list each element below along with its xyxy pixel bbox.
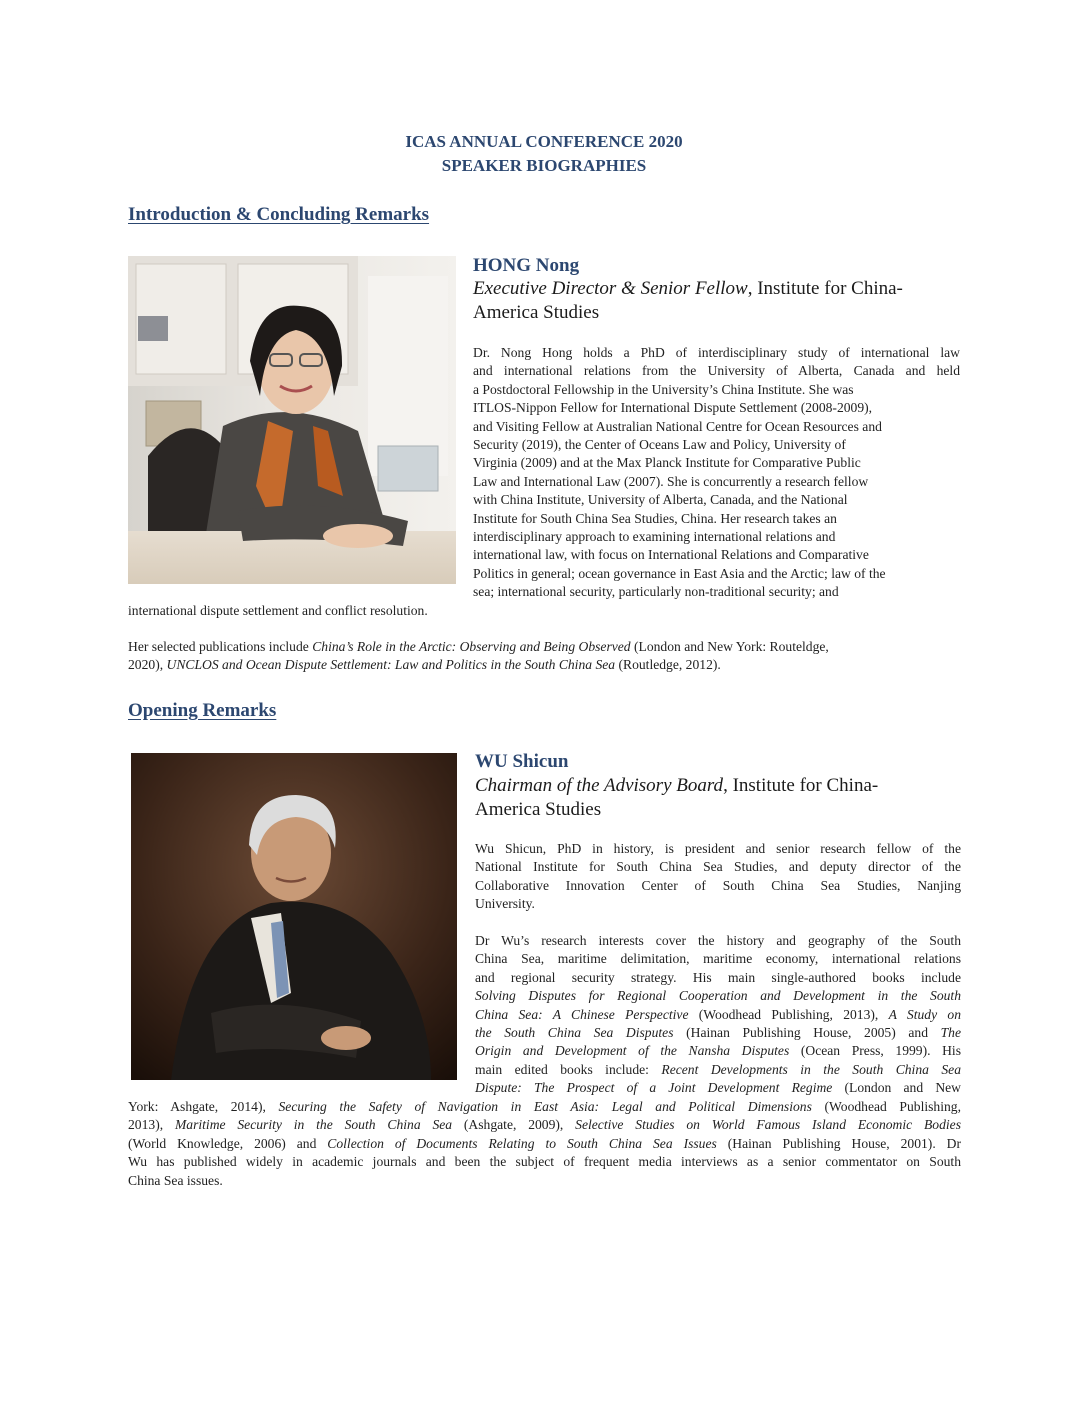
bio-line: Wu Shicun, PhD in history, is president and senior research fellow of the xyxy=(475,841,961,856)
speaker-role-hong-nong xyxy=(473,277,973,325)
book-details: (Ashgate, 2009), xyxy=(452,1117,576,1133)
book-title: Securing the Safety of Navigation in East Asia: Legal and Political Dimensions xyxy=(278,1099,812,1114)
book-title: the South China Sea Disputes xyxy=(475,1025,674,1041)
role-org-cont: America Studies xyxy=(473,302,600,323)
bio-line: China Sea, maritime delimitation, maritime economy, international relations xyxy=(475,951,961,967)
book-details: (Woodhead Publishing, xyxy=(811,1099,961,1114)
section-heading-opening: Opening Remarks xyxy=(128,700,277,721)
bio-line xyxy=(128,1135,961,1153)
role-org: , Institute for China- xyxy=(747,278,903,299)
bio-line: China Sea issues. xyxy=(128,1172,223,1188)
book-title: Maritime Security in the South China Sea xyxy=(174,1117,453,1133)
pub-year: 2020), xyxy=(128,657,167,673)
bio-line: interdisciplinary approach to examining international relations and xyxy=(473,529,836,545)
bio-line: Security (2019), the Center of Oceans Law and Policy, University of xyxy=(473,437,846,453)
text: main edited books include: xyxy=(475,1061,662,1077)
bio-line: with China Institute, University of Alberta, Canada, and the National xyxy=(473,492,848,508)
pub-book-details: (Routledge, 2012). xyxy=(615,657,721,673)
bio-line: Virginia (2009) and at the Max Planck Institute for Comparative Public xyxy=(473,455,861,471)
book-details: (Hainan Publishing House, 2001). Dr xyxy=(716,1135,961,1151)
pub-book-title: China’s Role in the Arctic: Observing and Being Observed xyxy=(312,639,631,654)
bio-line: and Visiting Fellow at Australian National Centre for Ocean Resources and xyxy=(473,418,882,434)
bio-line: Dr. Nong Hong holds a PhD of interdisciplinary study of international law xyxy=(473,345,960,360)
text: York: Ashgate, 2014), xyxy=(128,1099,279,1114)
bio-line xyxy=(475,1079,961,1097)
book-details: (Ocean Press, 1999). His xyxy=(789,1043,961,1059)
bio-line: National Institute for South China Sea Studies, and deputy director of the xyxy=(475,859,961,875)
bio-wu-shicun-para2-cont xyxy=(128,1098,961,1190)
publications-hong-nong xyxy=(128,638,968,675)
pub-book-details: (London and New York: Routeldge, xyxy=(630,639,829,654)
speaker-name-hong-nong: HONG Nong xyxy=(473,255,580,276)
bio-line: ITLOS-Nippon Fellow for International Dispute Settlement (2008-2009), xyxy=(473,400,873,416)
bio-line: Wu has published widely in academic journals and been the subject of frequent media interviews as a senior commentator on South xyxy=(128,1154,961,1170)
bio-line xyxy=(475,1006,961,1024)
book-details: (Woodhead Publishing, 2013), xyxy=(688,1006,889,1022)
bio-line xyxy=(128,1116,961,1134)
bio-line: Dr Wu’s research interests cover the history and geography of the South xyxy=(475,933,961,948)
bio-line: sea; international security, particularly non-traditional security; and xyxy=(473,584,839,600)
pub-book-title: UNCLOS and Ocean Dispute Settlement: Law and Politics in the South China Sea xyxy=(166,657,616,673)
speaker-role-wu-shicun xyxy=(475,774,975,822)
book-title: A Study on xyxy=(888,1006,961,1022)
document-title-line1: ICAS ANNUAL CONFERENCE 2020 xyxy=(405,132,683,151)
bio-line xyxy=(475,1024,961,1042)
book-title: Solving Disputes for Regional Cooperation and Development in the South xyxy=(475,988,961,1004)
pub-intro: Her selected publications include xyxy=(128,639,313,654)
bio-wu-shicun-para1 xyxy=(475,840,961,914)
bio-line: Politics in general; ocean governance in East Asia and the Arctic; law of the xyxy=(473,565,886,581)
role-title: Executive Director & Senior Fellow xyxy=(473,278,748,299)
speaker-name-wu-shicun: WU Shicun xyxy=(475,751,569,772)
book-title: China Sea: A Chinese Perspective xyxy=(475,1006,689,1022)
role-org: , Institute for China- xyxy=(723,775,879,796)
portrait-photo-hong-nong xyxy=(128,256,456,584)
book-details: (London and New xyxy=(832,1080,961,1096)
bio-wu-shicun-para2 xyxy=(475,932,961,1098)
portrait-photo-wu-shicun xyxy=(131,753,457,1080)
book-title: Selective Studies on World Famous Island Economic Bodies xyxy=(575,1117,962,1133)
text: 2013), xyxy=(128,1117,175,1133)
text: (World Knowledge, 2006) and xyxy=(128,1135,328,1151)
role-title: Chairman of the Advisory Board xyxy=(475,775,724,796)
book-title: Collection of Documents Relating to South China Sea Issues xyxy=(327,1135,717,1151)
book-title: Origin and Development of the Nansha Disputes xyxy=(475,1043,790,1059)
bio-line xyxy=(475,1061,961,1079)
bio-line: University. xyxy=(475,896,535,912)
book-details: (Hainan Publishing House, 2005) and xyxy=(673,1025,941,1041)
bio-line xyxy=(128,1098,961,1116)
bio-line xyxy=(475,987,961,1005)
bio-line: and regional security strategy. His main single-authored books include xyxy=(475,969,961,985)
document-title-line2: SPEAKER BIOGRAPHIES xyxy=(441,156,647,175)
bio-line xyxy=(475,1042,961,1060)
bio-line: Collaborative Innovation Center of South China Sea Studies, Nanjing xyxy=(475,877,961,893)
book-title: Recent Developments in the South China Sea xyxy=(661,1061,961,1077)
bio-line: a Postdoctoral Fellowship in the University’s China Institute. She was xyxy=(473,381,854,397)
role-org-cont: America Studies xyxy=(475,799,602,820)
book-title: The xyxy=(940,1025,961,1041)
bio-line: Institute for South China Sea Studies, China. Her research takes an xyxy=(473,510,837,526)
section-heading-introduction: Introduction & Concluding Remarks xyxy=(128,204,430,225)
bio-line: international law, with focus on International Relations and Comparative xyxy=(473,547,869,563)
bio-line: Law and International Law (2007). She is concurrently a research fellow xyxy=(473,473,869,489)
bio-tail-hong-nong: international dispute settlement and conflict resolution. xyxy=(128,603,428,618)
bio-line: and international relations from the University of Alberta, Canada and held xyxy=(473,363,960,379)
book-title: Dispute: The Prospect of a Joint Development Regime xyxy=(475,1080,833,1096)
bio-hong-nong xyxy=(473,344,960,602)
